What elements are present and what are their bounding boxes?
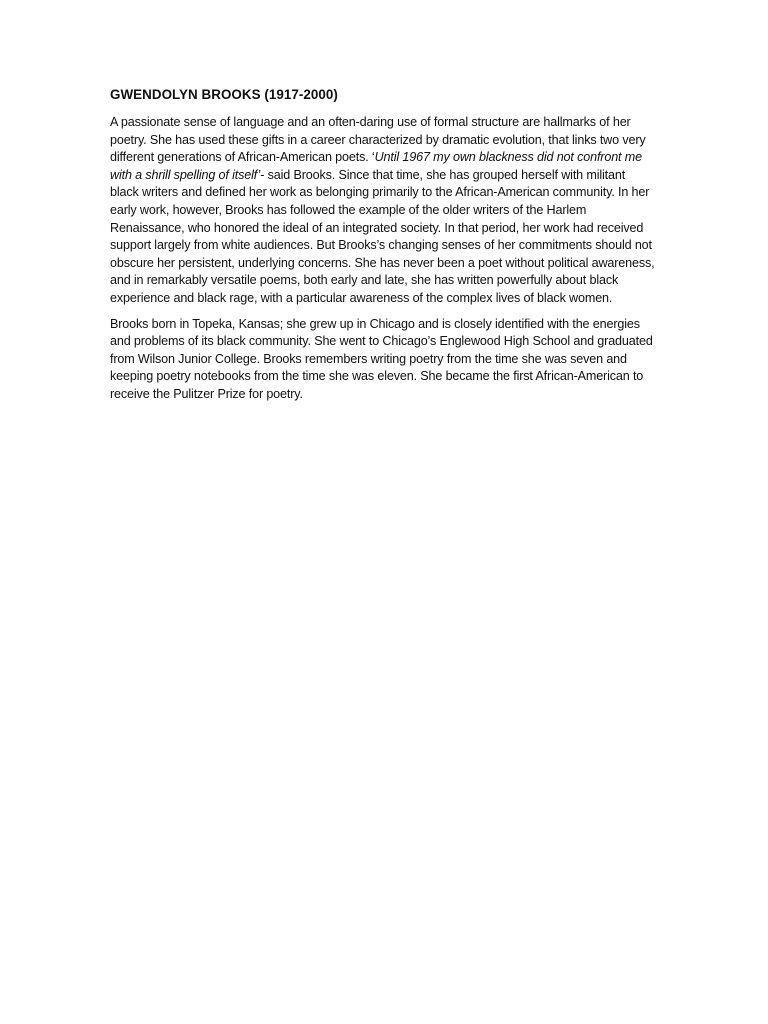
paragraph-biography: Brooks born in Topeka, Kansas; she grew up in Chicago and is closely identified with the energies and problems of its black community. She went to Chicago’s Englewood High School and graduated from Wilson Junior College. Brooks remembers writing poetry from the time she was seven and keeping poetry notebooks from the time she was eleven. She became the first African-American to receive the Pulitzer Prize for poetry. xyxy=(110,316,653,401)
paragraph-intro-rest: - said Brooks. Since that time, she has grouped herself with militant black writers and defined her work as belonging primarily to the African-American community. In her early work, however, Brooks has followed the example of the older writers of the Harlem Renaissance, who honored the ideal of an integrated society. In that period, her work had received support largely from white audiences. But Brooks’s changing senses of her commitments should not obscure her persistent, underlying concerns. She has never been a poet without political awareness, and in remarkably versatile poems, both early and late, she has written powerfully about black experience and black rage, with a particular awareness of the complex lives of black women. xyxy=(110,167,655,305)
brooks-quote: Until 1967 my own blackness did not confront me with a shrill spelling of itself’ xyxy=(110,150,642,182)
paragraph-intro-lead: A passionate sense of language and an often-daring use of formal structure are hallmarks of her poetry. She has used these gifts in a career characterized by dramatic evolution, that links two very different generations of African-American poets. ‘ xyxy=(110,115,646,165)
document-page xyxy=(110,86,655,412)
document-title: GWENDOLYN BROOKS (1917-2000) xyxy=(110,87,338,102)
paragraph-intro xyxy=(110,114,655,308)
